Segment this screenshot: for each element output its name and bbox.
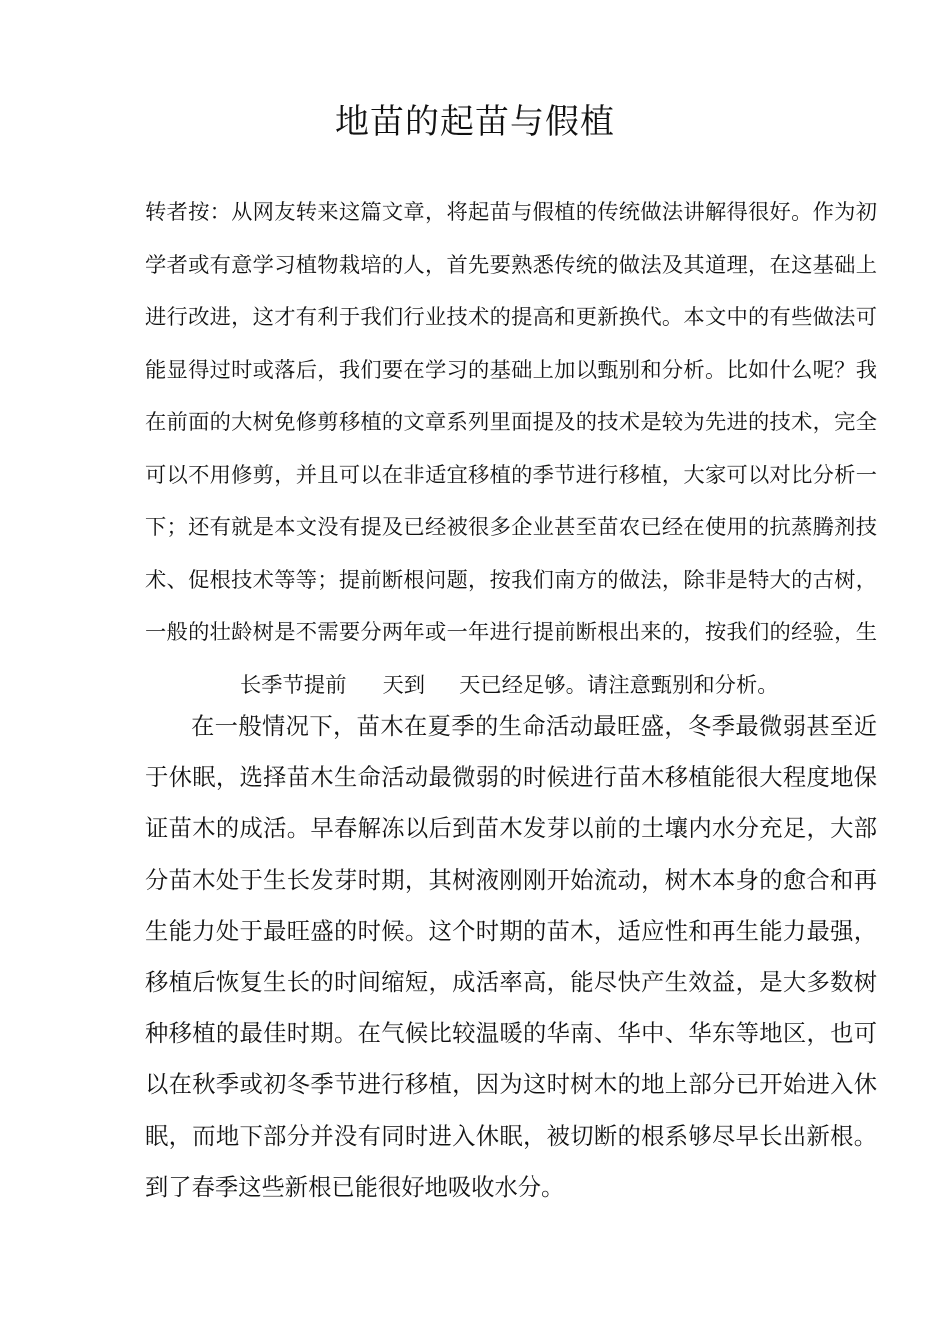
body-line: 以在秋季或初冬季节进行移植，因为这时树木的地上部分已开始进入休 <box>145 1071 877 1099</box>
note-line: 下；还有就是本文没有提及已经被很多企业甚至苗农已经在使用的抗蒸腾剂技 <box>145 515 877 540</box>
body-line: 种移植的最佳时期。在气候比较温暖的华南、华中、华东等地区，也可 <box>145 1020 877 1048</box>
body-line: 生能力处于最旺盛的时候。这个时期的苗木，适应性和再生能力最强， <box>145 917 877 945</box>
note-line: 术、促根技术等等；提前断根问题，按我们南方的做法，除非是特大的古树， <box>145 567 877 593</box>
note-line: 能显得过时或落后，我们要在学习的基础上加以甄别和分析。比如什么呢？我 <box>145 357 877 383</box>
note-line: 学者或有意学习植物栽培的人，首先要熟悉传统的做法及其道理，在这基础上 <box>145 252 877 278</box>
body-paragraph <box>145 703 877 1215</box>
note-line: 一般的壮龄树是不需要分两年或一年进行提前断根出来的，按我们的经验，生 <box>145 620 877 645</box>
note-line: 转者按：从网友转来这篇文章，将起苗与假植的传统做法讲解得很好。作为初 <box>145 200 877 225</box>
editor-note <box>145 191 877 716</box>
note-last-part2: 天到 <box>382 672 426 698</box>
body-line: 分苗木处于生长发芽时期，其树液刚刚开始流动，树木本身的愈合和再 <box>145 866 877 894</box>
note-line: 进行改进，这才有利于我们行业技术的提高和更新换代。本文中的有些做法可 <box>145 305 877 330</box>
body-line: 于休眠，选择苗木生命活动最微弱的时候进行苗木移植能很大程度地保 <box>145 764 877 792</box>
note-last-part3: 天已经足够。请注意甄别和分析。 <box>459 672 779 698</box>
body-line: 证苗木的成活。早春解冻以后到苗木发芽以前的土壤内水分充足，大部 <box>145 815 877 843</box>
body-line: 移植后恢复生长的时间缩短，成活率高，能尽快产生效益，是大多数树 <box>145 968 877 996</box>
body-line: 眠，而地下部分并没有同时进入休眠，被切断的根系够尽早长出新根。 <box>145 1122 877 1150</box>
note-last-part1: 长季节提前 <box>240 672 347 698</box>
body-line: 在一般情况下，苗木在夏季的生命活动最旺盛，冬季最微弱甚至近 <box>191 713 877 740</box>
note-line: 在前面的大树免修剪移植的文章系列里面提及的技术是较为先进的技术，完全 <box>145 410 877 435</box>
page-title: 地苗的起苗与假植 <box>335 102 615 142</box>
note-line: 可以不用修剪，并且可以在非适宜移植的季节进行移植，大家可以对比分析一 <box>145 462 877 488</box>
body-line: 到了春季这些新根已能很好地吸收水分。 <box>145 1173 565 1201</box>
